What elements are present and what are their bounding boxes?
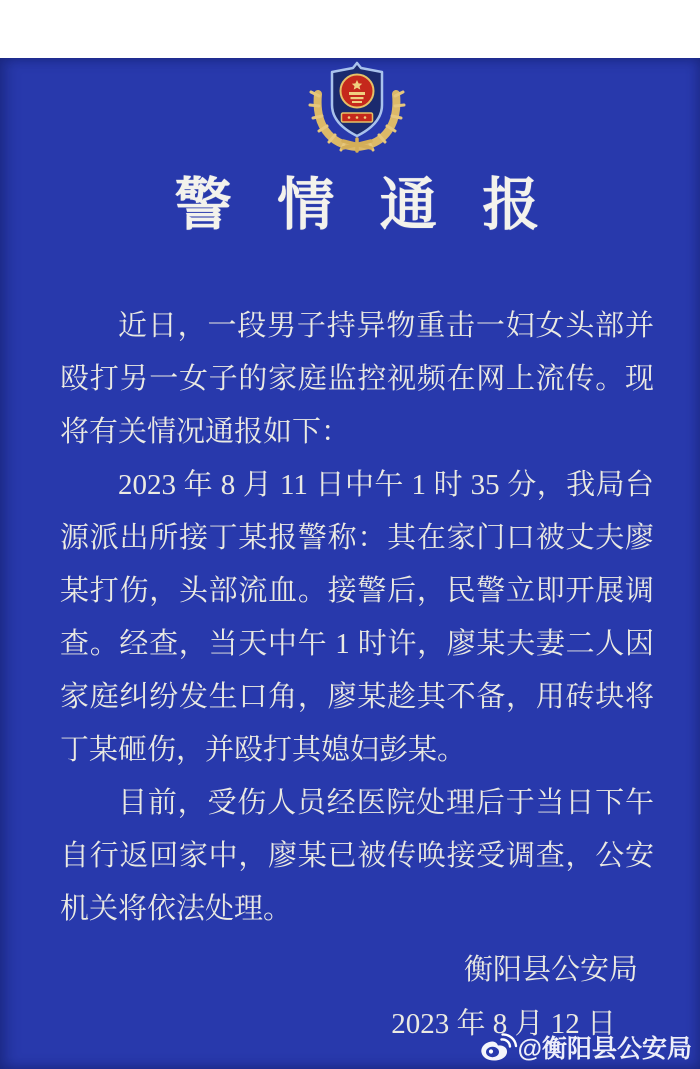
weibo-icon (479, 1032, 513, 1062)
paragraph-intro: 近日，一段男子持异物重击一妇女头部并殴打另一女子的家庭监控视频在网上流传。现将有关情况通报如下： (60, 310, 654, 448)
weibo-watermark (479, 1029, 692, 1065)
notice-body (60, 300, 654, 936)
paragraph-outcome: 目前，受伤人员经医院处理后于当日下午自行返回家中，廖某已被传唤接受调查，公安机关将依法处理。 (60, 787, 654, 925)
police-badge-graphic (304, 58, 410, 154)
issue-date: 2023 年 8 月 12 日 (391, 1008, 616, 1040)
page-title: 警情通报 (174, 174, 585, 237)
paragraph-incident: 2023 年 8 月 11 日中午 1 时 35 分，我局台源派出所接丁某报警称：其在家门口被丈夫廖某打伤，头部流血。接警后，民警立即开展调查。经查，当天中午 1 时许，廖某夫妻二人因家庭纠纷发生口角，廖某趁其不备，用砖块将丁某砸伤，并殴打其媳妇彭某。 (60, 469, 654, 766)
watermark-text: @衡阳县公安局 (517, 1035, 692, 1063)
issuer-signature: 衡阳县公安局 (463, 954, 638, 986)
police-notice-page (0, 58, 700, 1069)
police-badge-icon (304, 58, 410, 154)
